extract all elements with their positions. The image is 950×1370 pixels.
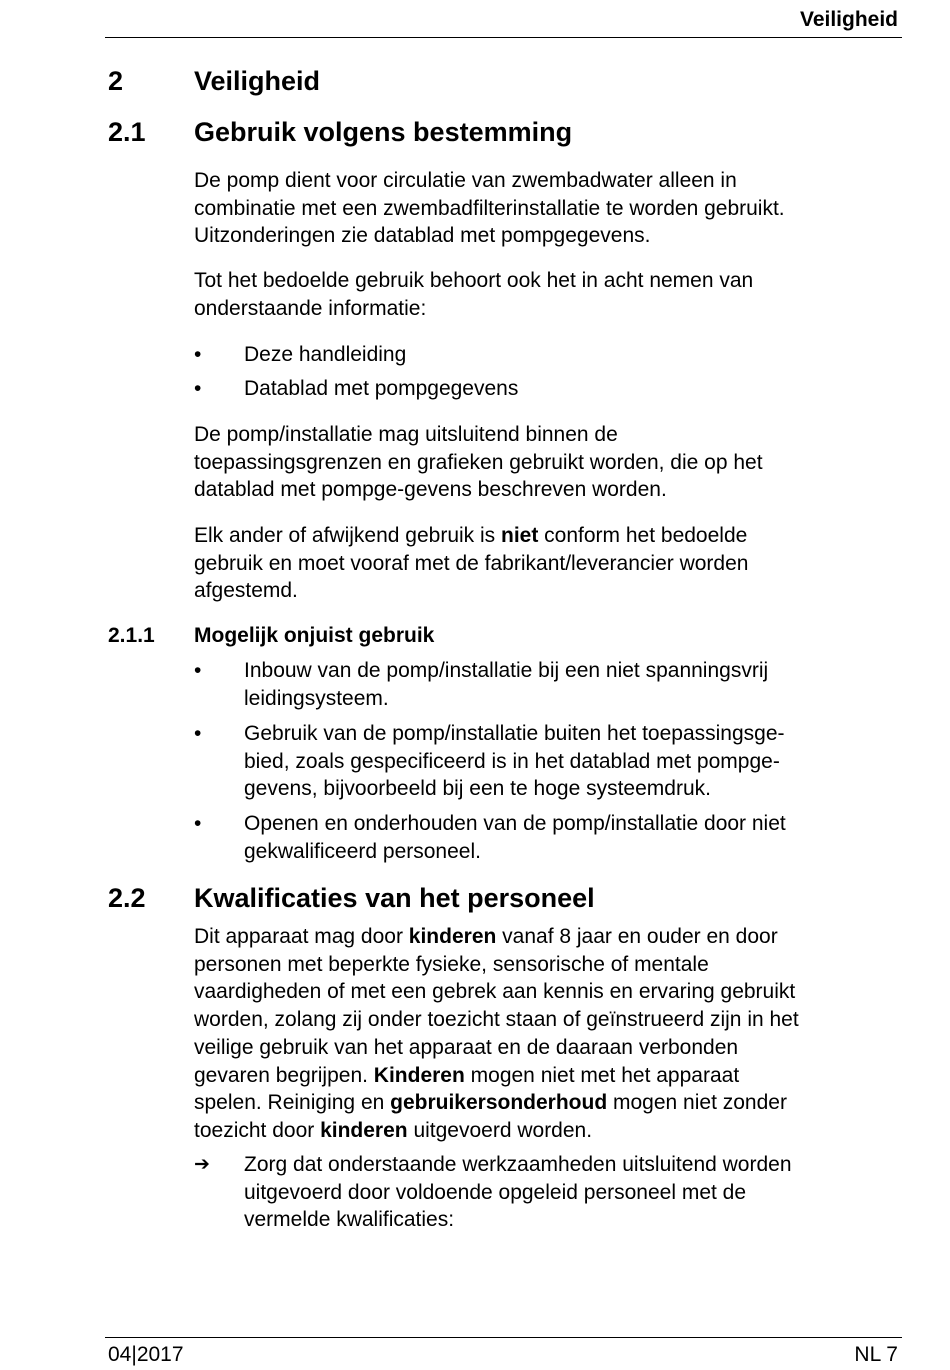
- section-number: 2.1: [108, 117, 146, 147]
- section-title: Kwalificaties van het personeel: [194, 883, 595, 913]
- page-number: NL 7: [854, 1343, 898, 1366]
- arrow-right-icon: ➔: [194, 1154, 210, 1175]
- section-title: Veiligheid: [194, 66, 321, 96]
- footer-divider: [105, 1337, 902, 1338]
- footer-date: 04|2017: [108, 1343, 184, 1366]
- bullet-marker: •: [194, 377, 202, 400]
- paragraph-qualifications: Dit apparaat mag door kinderen vanaf 8 jaar en ouder en door personen met beperkte fysieke, sensorische of mentale vaardigheden of met een gebrek aan kennis en ervaring gebruikt worden, zolang zij onder toezicht staan of geïnstrueerd zijn in het veilige gebruik van het apparaat en de daaraan verbonden gevaren begrijpen. Kinderen mogen niet met het apparaat spelen. Reiniging en gebruikersonderhoud mogen niet zonder toezicht door kinderen uitgevoerd worden.: [194, 925, 799, 1142]
- paragraph-intended-use: Tot het bedoelde gebruik behoort ook het in acht nemen van onderstaande informatie:: [194, 269, 754, 320]
- header-divider: [105, 37, 902, 38]
- paragraph-limits: De pomp/installatie mag uitsluitend binnen de toepassingsgrenzen en grafieken gebruikt worden, die op het datablad met pompge-gevens beschreven worden.: [194, 423, 763, 502]
- section-number: 2.1.1: [108, 624, 155, 647]
- running-title: Veiligheid: [799, 8, 898, 31]
- section-number: 2: [108, 66, 124, 96]
- section-title: Gebruik volgens bestemming: [194, 117, 573, 147]
- bullet-marker: •: [194, 343, 202, 366]
- paragraph-other-use: Elk ander of afwijkend gebruik is niet conform het bedoelde gebruik en moet vooraf met de fabrikant/leverancier worden afgestemd.: [194, 524, 749, 603]
- paragraph-purpose: De pomp dient voor circulatie van zwembadwater alleen in combinatie met een zwembadfilterinstallatie te worden gebruikt. Uitzonderingen zie datablad met pompgegevens.: [194, 169, 785, 248]
- bullet-marker: •: [194, 812, 202, 835]
- emphasis: niet: [501, 524, 539, 547]
- bullet-marker: •: [194, 722, 202, 745]
- section-number: 2.2: [108, 883, 146, 913]
- section-title: Mogelijk onjuist gebruik: [194, 624, 435, 647]
- bullet-marker: •: [194, 659, 202, 682]
